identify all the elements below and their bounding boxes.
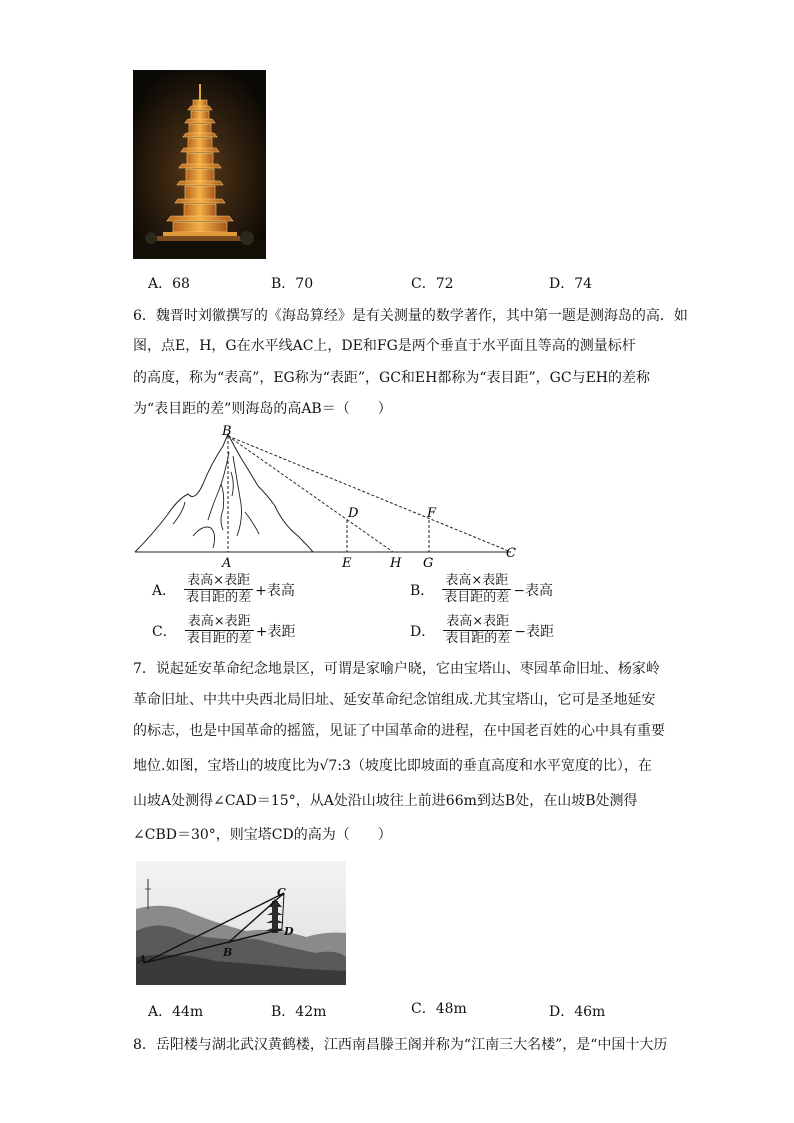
q7-option-b[interactable]: B．42m (271, 1004, 327, 1020)
label-a: A (222, 556, 232, 571)
label-g: G (423, 556, 434, 571)
q8-stem-line-1: 8．岳阳楼与湖北武汉黄鹤楼，江西南昌滕王阁并称为“江南三大名楼”，是“中国十大历 (133, 1037, 668, 1053)
q6-stem-line-1: 6．魏晋时刘徽撰写的《海岛算经》是有关测量的数学著作，其中第一题是测海岛的高．如 (133, 308, 688, 324)
q6-option-d[interactable] (410, 614, 554, 647)
pagoda-photo (133, 70, 266, 259)
label-c: C (277, 886, 286, 899)
q6-option-c[interactable] (152, 614, 295, 647)
option-letter: A． (152, 582, 177, 599)
island-figure (133, 424, 523, 572)
q7-stem-line-2: 革命旧址、中共中央西北局旧址、延安革命纪念馆组成.尤其宝塔山，它可是圣地延安 (133, 692, 656, 708)
q6-stem-line-3: 的高度，称为“表高”，EG称为“表距”，GC和EH都称为“表目距”，GC与EH的差称 (133, 370, 650, 386)
option-tail: +表距 (255, 623, 296, 640)
label-f: F (427, 506, 437, 521)
q6-option-b[interactable] (410, 573, 553, 606)
label-c: C (506, 546, 516, 561)
q7-stem-line-4: 地位.如图，宝塔山的坡度比为√7:3（坡度比即坡面的垂直高度和水平宽度的比），在 (133, 758, 652, 774)
q6-option-a[interactable] (152, 573, 295, 606)
q5-option-d[interactable]: D．74 (549, 276, 593, 292)
option-letter: B． (410, 582, 435, 599)
option-letter: C． (152, 623, 177, 640)
q7-stem-line-6: ∠CBD＝30°，则宝塔CD的高为（ ） (133, 827, 392, 843)
label-b: B (222, 424, 232, 439)
q5-option-a[interactable]: A．68 (148, 276, 190, 292)
fraction: $\frac{\text{表高×表距}}{\text{表目距的差}}$ (186, 573, 252, 605)
q5-option-b[interactable]: B．70 (271, 276, 314, 292)
option-tail: +表高 (255, 582, 295, 599)
label-d: D (284, 925, 294, 938)
q7-option-d[interactable]: D．46m (549, 1004, 606, 1020)
baota-mountain-photo (136, 861, 346, 985)
label-h: H (390, 556, 402, 571)
label-b: B (223, 946, 233, 959)
option-tail: −表高 (513, 582, 554, 599)
q7-option-c[interactable]: C．48m (411, 1001, 467, 1017)
q7-stem-line-3: 的标志，也是中国革命的摇篮，见证了中国革命的进程，在中国老百姓的心中具有重要 (133, 723, 665, 739)
q7-option-a[interactable]: A．44m (148, 1004, 204, 1020)
q7-stem-line-1: 7．说起延安革命纪念地景区，可谓是家喻户晓，它由宝塔山、枣园革命旧址、杨家岭 (133, 661, 660, 677)
q7-stem-line-5: 山坡A处测得∠CAD＝15°，从A处沿山坡往上前进66m到达B处，在山坡B处测得 (133, 793, 638, 809)
q6-stem-line-4: 为“表目距的差”则海岛的高AB＝（ ） (133, 401, 392, 417)
label-e: E (342, 556, 352, 571)
label-d: D (348, 506, 359, 521)
label-a: A (138, 953, 147, 966)
option-tail: −表距 (514, 623, 554, 640)
fraction: $\frac{\text{表高×表距}}{\text{表目距的差}}$ (186, 614, 252, 646)
fraction: $\frac{\text{表高×表距}}{\text{表目距的差}}$ (445, 614, 511, 646)
fraction: $\frac{\text{表高×表距}}{\text{表目距的差}}$ (444, 573, 510, 605)
option-letter: D． (410, 623, 436, 640)
q6-stem-line-2: 图，点E，H，G在水平线AC上，DE和FG是两个垂直于水平面且等高的测量标杆 (133, 338, 636, 354)
q5-option-c[interactable]: C．72 (411, 276, 454, 292)
